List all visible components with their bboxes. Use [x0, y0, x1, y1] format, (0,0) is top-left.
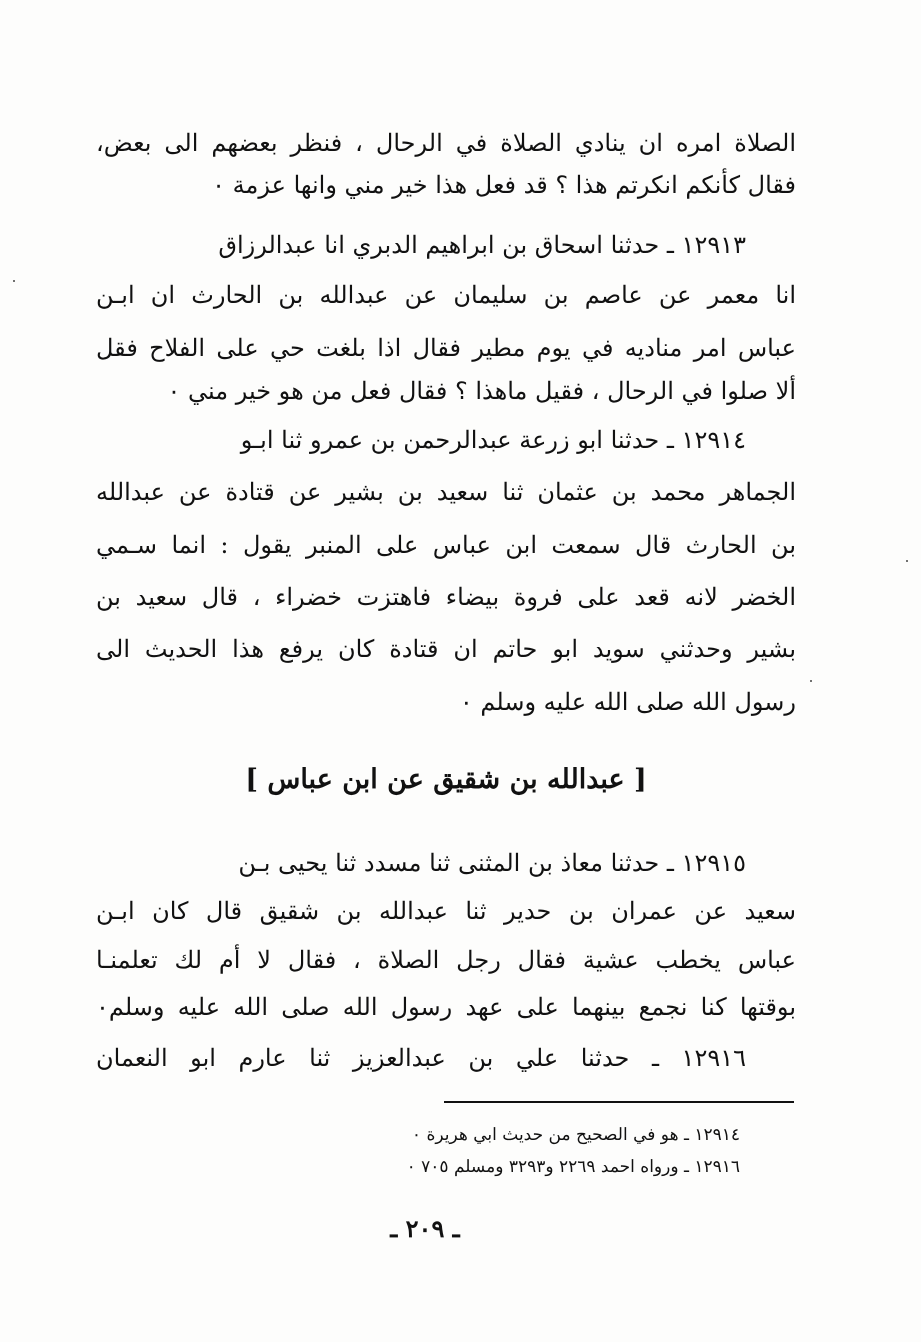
text-line: سعيد عن عمران بن حدير ثنا عبدالله بن شقيق قال كان ابـن — [96, 897, 796, 925]
scan-speck — [13, 280, 15, 282]
hadith-12916 — [96, 1043, 796, 1083]
footnote-separator — [444, 1101, 794, 1103]
text-line: رسول الله صلى الله عليه وسلم ٠ — [459, 688, 796, 716]
text-line: انا معمر عن عاصم بن سليمان عن عبدالله بن الحارث ان ابـن — [96, 281, 796, 309]
text-line: ١٢٩١٦ ـ حدثنا علي بن عبدالعزيز ثنا عارم ابو النعمان — [96, 1044, 746, 1072]
text-line: عباس امر مناديه في يوم مطير فقال اذا بلغت حي على الفلاح فقل — [96, 334, 796, 362]
hadith-12914 — [96, 425, 796, 725]
footnote-12916: ١٢٩١٦ ـ ورواه احمد ٢٢٦٩ و٣٢٩٣ ومسلم ٧٠٥ ٠ — [406, 1157, 740, 1177]
hadith-12915 — [96, 848, 796, 1028]
text-line: عباس يخطب عشية فقال رجل الصلاة ، فقال لا أم لك تعلمنـا — [96, 946, 796, 974]
footnote-12914: ١٢٩١٤ ـ هو في الصحيح من حديث ابي هريرة ٠ — [411, 1125, 740, 1145]
text-line: ١٢٩١٥ ـ حدثنا معاذ بن المثنى ثنا مسدد ثنا يحيى بـن — [238, 849, 746, 877]
scan-speck — [810, 680, 812, 682]
text-line: ١٢٩١٤ ـ حدثنا ابو زرعة عبدالرحمن بن عمرو ثنا ابـو — [240, 426, 746, 454]
text-line: ١٢٩١٣ ـ حدثنا اسحاق بن ابراهيم الدبري انا عبدالرزاق — [218, 231, 746, 259]
section-heading: [ عبدالله بن شقيق عن ابن عباس ] — [245, 764, 647, 795]
text-line: الصلاة امره ان ينادي الصلاة في الرحال ، فنظر بعضهم الى بعض، — [96, 129, 796, 157]
paragraph-continuation — [96, 128, 796, 208]
text-line: الخضر لانه قعد على فروة بيضاء فاهتزت خضراء ، قال سعيد بن — [96, 583, 796, 611]
text-line: بن الحارث قال سمعت ابن عباس على المنبر يقول : انما سـمي — [96, 531, 797, 559]
text-line: بوقتها كنا نجمع بينهما على عهد رسول الله صلى الله عليه وسلم٠ — [96, 993, 796, 1021]
scan-speck — [906, 560, 908, 562]
text-line: بشير وحدثني سويد ابو حاتم ان قتادة كان يرفع هذا الحديث الى — [96, 635, 796, 663]
text-line: فقال كأنكم انكرتم هذا ؟ قد فعل هذا خير مني وانها عزمة ٠ — [212, 171, 796, 199]
text-line: ألا صلوا في الرحال ، فقيل ماهذا ؟ فقال فعل من هو خير مني ٠ — [167, 377, 796, 405]
text-line: الجماهر محمد بن عثمان ثنا سعيد بن بشير عن قتادة عن عبدالله — [96, 478, 796, 506]
hadith-12913 — [96, 230, 796, 430]
page-number: ـ ٢٠٩ ـ — [390, 1214, 460, 1243]
